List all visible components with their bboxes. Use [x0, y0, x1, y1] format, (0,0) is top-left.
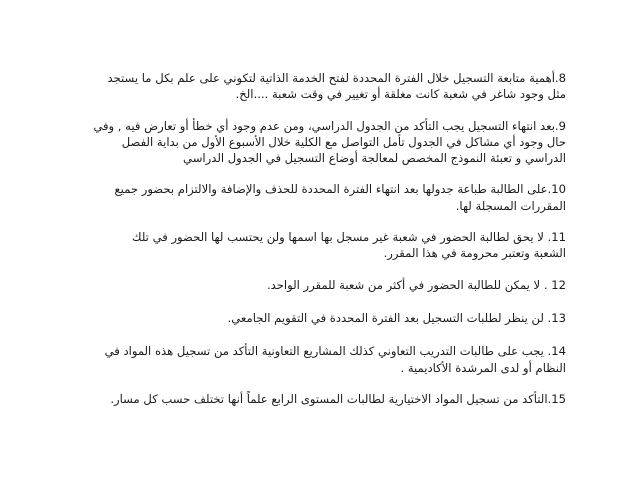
instruction-item-8 — [66, 70, 566, 103]
instruction-line: النظام أو لدى المرشدة الأكاديمية . — [400, 360, 566, 375]
instruction-line: الدراسي و تعبئة النموذج المخصص لمعالجة أوضاع التسجيل في الجدول الدراسي — [183, 151, 566, 166]
instruction-item-12 — [66, 277, 566, 293]
instruction-line: المقررات المسجلة لها. — [455, 198, 566, 213]
instruction-line: 12 . لا يمكن للطالبة الحضور في أكثر من شعبة للمقرر الواحد. — [266, 277, 566, 292]
instruction-line: 9.بعد انتهاء التسجيل يجب التأكد من الجدول الدراسي، ومن عدم وجود أي خطأ أو تعارض فيه , وفي — [93, 118, 566, 133]
instructions-document — [66, 70, 566, 424]
instruction-line: الشعبة وتعتبر محرومة في هذا المقرر. — [383, 246, 566, 261]
instruction-line: مثل وجود شاغر في شعبة كانت مغلقة أو تغيير في وقت شعبة ....الخ. — [235, 87, 566, 102]
instruction-item-14 — [66, 343, 566, 376]
instruction-line: 10.على الطالبة طباعة جدولها بعد انتهاء الفترة المحددة للحذف والإضافة والالتزام بحضور جميع — [114, 182, 566, 197]
instruction-line: 8.أهمية متابعة التسجيل خلال الفترة المحددة لفتح الخدمة الذاتية لتكوني على علم بكل ما يستجد — [107, 71, 566, 85]
instruction-item-13 — [66, 310, 566, 326]
instruction-item-11 — [66, 229, 566, 262]
instruction-line: 14. يجب على طالبات التدريب التعاوني كذلك المشاريع التعاونية التأكد من تسجيل هذه المواد في — [104, 344, 566, 359]
instruction-line: 11. لا يحق لطالبة الحضور في شعبة غير مسجل بها اسمها ولن يحتسب لها الحضور في تلك — [132, 230, 566, 245]
instruction-line: حال وجود أي مشاكل في الجدول تأمل التواصل مع الكلية خلال الأسبوع الأول من بداية الفصل — [121, 134, 566, 149]
instruction-item-9 — [66, 118, 566, 167]
instruction-line: 13. لن ينظر لطلبات التسجيل بعد الفترة المحددة في التقويم الجامعي. — [227, 310, 566, 325]
instruction-line: 15.التأكد من تسجيل المواد الاختيارية لطالبات المستوى الرابع علماً أنها تختلف حسب كل مسار. — [110, 391, 566, 406]
instruction-item-10 — [66, 181, 566, 214]
instruction-item-15 — [66, 391, 566, 407]
